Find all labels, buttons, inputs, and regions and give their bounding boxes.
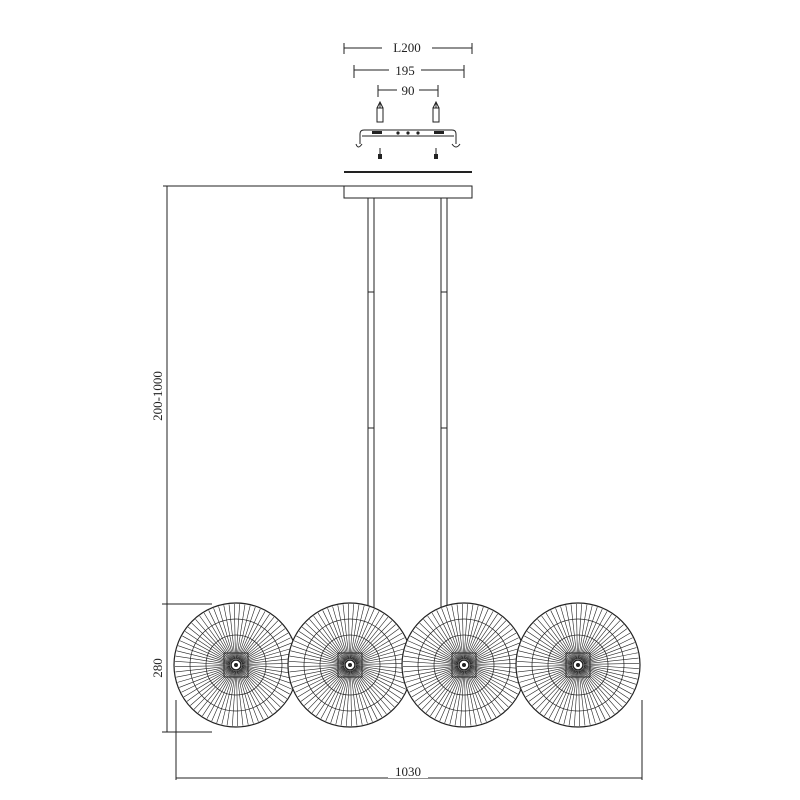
shade-4	[516, 603, 640, 727]
dimension-screw-spacing	[378, 83, 438, 98]
mount-length-label: L200	[393, 40, 421, 55]
arrow-down-icon	[434, 148, 438, 159]
suspension-rod-left	[368, 198, 374, 628]
shade-3	[402, 603, 526, 727]
arrow-down-icon	[378, 148, 382, 159]
mount-width-label: 195	[395, 63, 415, 78]
shades	[174, 603, 640, 727]
shade-2	[288, 603, 412, 727]
shade-1	[174, 603, 298, 727]
total-width-label: 1030	[395, 764, 421, 779]
screw-icon	[433, 102, 439, 122]
mounting-bracket	[356, 130, 460, 147]
dimension-drop-height	[148, 186, 344, 604]
screw-icon	[377, 102, 383, 122]
drop-height-label: 200-1000	[150, 371, 165, 421]
dimension-mount-length	[344, 40, 472, 55]
dimension-mount-width	[354, 62, 464, 78]
screw-spacing-label: 90	[401, 83, 415, 98]
canopy	[344, 186, 472, 198]
shade-height-label: 280	[150, 658, 165, 678]
suspension-rod-right	[441, 198, 447, 628]
